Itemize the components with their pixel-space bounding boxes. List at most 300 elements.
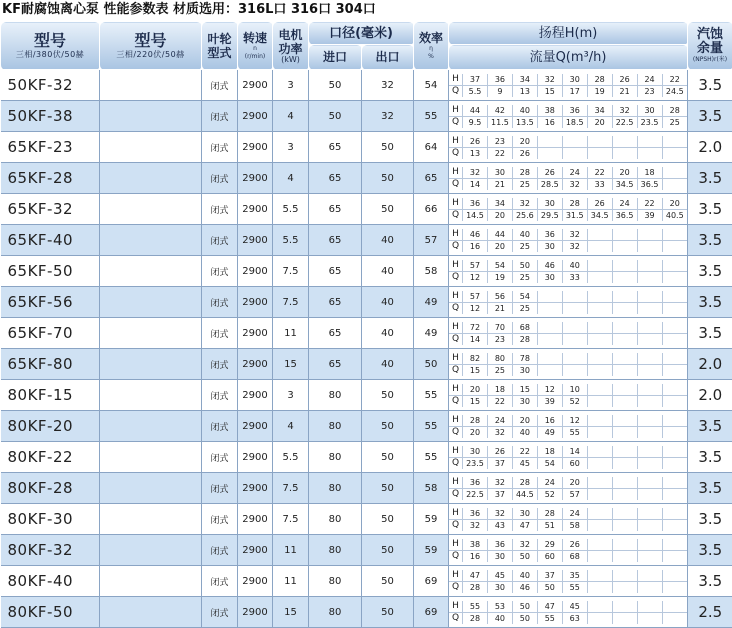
flow-value: 17	[562, 85, 587, 97]
performance-cell	[449, 194, 688, 225]
head-value: 46	[463, 229, 488, 241]
inlet-cell: 80	[309, 380, 362, 411]
flow-value	[662, 147, 687, 159]
head-row-label: H	[449, 229, 463, 241]
outlet-cell: 50	[362, 566, 414, 597]
npsh-cell: 3.5	[688, 70, 732, 101]
flow-value	[637, 488, 662, 500]
flow-row-label: Q	[449, 333, 463, 345]
flow-value: 20	[463, 426, 488, 438]
outlet-cell: 50	[362, 411, 414, 442]
head-value: 40	[512, 229, 537, 241]
speed-cell: 2900	[238, 225, 273, 256]
head-value: 50	[512, 601, 537, 613]
head-value	[587, 260, 612, 272]
flow-value: 32	[487, 426, 512, 438]
flow-value: 25	[512, 178, 537, 190]
outlet-cell: 32	[362, 101, 414, 132]
head-flow-grid	[449, 539, 687, 562]
header-impeller-line2: 型式	[202, 46, 237, 60]
performance-cell	[449, 225, 688, 256]
flow-value: 34.5	[587, 209, 612, 221]
head-flow-grid	[449, 136, 687, 159]
flow-value: 25	[512, 271, 537, 283]
head-row-label: H	[449, 260, 463, 272]
head-value	[637, 136, 662, 148]
head-value	[537, 291, 562, 303]
flow-value	[637, 302, 662, 314]
flow-value: 55	[562, 426, 587, 438]
power-cell: 5.5	[273, 194, 309, 225]
flow-value: 30	[487, 550, 512, 562]
head-row-label: H	[449, 508, 463, 520]
head-flow-grid	[449, 601, 687, 624]
performance-cell	[449, 318, 688, 349]
model-380v-cell: 80KF-28	[1, 473, 100, 504]
impeller-cell: 闭式	[202, 256, 238, 287]
head-value: 20	[512, 415, 537, 427]
outlet-cell: 40	[362, 225, 414, 256]
flow-row	[449, 550, 687, 562]
flow-value	[612, 333, 637, 345]
model-220v-cell	[100, 194, 202, 225]
head-value: 30	[562, 74, 587, 86]
head-value: 36	[463, 508, 488, 520]
flow-value: 50	[537, 581, 562, 593]
flow-row	[449, 612, 687, 624]
table-row	[1, 411, 732, 442]
head-value	[637, 539, 662, 551]
model-220v-cell	[100, 225, 202, 256]
head-value	[662, 167, 687, 179]
flow-value	[662, 178, 687, 190]
head-value	[662, 136, 687, 148]
flow-value: 30	[537, 240, 562, 252]
inlet-cell: 80	[309, 504, 362, 535]
header-power	[273, 22, 309, 70]
header-power-line2: 功率	[273, 42, 308, 56]
page-title: KF耐腐蚀离心泵 性能参数表 材质选用：316L口 316口 304口	[2, 0, 376, 20]
head-value: 36	[463, 198, 488, 210]
efficiency-cell: 54	[414, 70, 449, 101]
flow-value: 45	[512, 457, 537, 469]
flow-value: 23	[487, 333, 512, 345]
head-value: 20	[612, 167, 637, 179]
head-value	[662, 508, 687, 520]
model-380v-cell: 80KF-22	[1, 442, 100, 473]
head-value: 20	[662, 198, 687, 210]
flow-value	[662, 271, 687, 283]
flow-value: 52	[562, 395, 587, 407]
performance-cell	[449, 597, 688, 628]
flow-value: 60	[537, 550, 562, 562]
header-model-220v-label: 型号	[100, 32, 201, 50]
flow-value	[612, 426, 637, 438]
npsh-cell: 2.0	[688, 349, 732, 380]
flow-value	[637, 147, 662, 159]
table-row	[1, 597, 732, 628]
flow-value	[662, 364, 687, 376]
power-cell: 4	[273, 411, 309, 442]
inlet-cell: 50	[309, 70, 362, 101]
head-value: 47	[463, 570, 488, 582]
power-cell: 4	[273, 101, 309, 132]
head-value	[637, 229, 662, 241]
header-speed-symbol: n	[238, 45, 272, 53]
inlet-cell: 65	[309, 318, 362, 349]
model-380v-cell: 80KF-32	[1, 535, 100, 566]
table-row	[1, 318, 732, 349]
efficiency-cell: 55	[414, 411, 449, 442]
table-row	[1, 380, 732, 411]
flow-value: 47	[512, 519, 537, 531]
head-value: 26	[487, 446, 512, 458]
flow-value: 28	[512, 333, 537, 345]
flow-value: 23.5	[637, 116, 662, 128]
flow-value	[637, 240, 662, 252]
efficiency-cell: 49	[414, 287, 449, 318]
head-value	[587, 229, 612, 241]
power-cell: 15	[273, 597, 309, 628]
performance-cell	[449, 566, 688, 597]
flow-row-label: Q	[449, 581, 463, 593]
head-row-label: H	[449, 570, 463, 582]
inlet-cell: 65	[309, 256, 362, 287]
flow-row-label: Q	[449, 271, 463, 283]
model-220v-cell	[100, 256, 202, 287]
performance-cell	[449, 473, 688, 504]
flow-value: 16	[463, 550, 488, 562]
head-value: 38	[537, 105, 562, 117]
flow-value	[612, 364, 637, 376]
flow-value	[662, 302, 687, 314]
head-row-label: H	[449, 477, 463, 489]
flow-value: 16	[463, 240, 488, 252]
flow-value: 55	[537, 612, 562, 624]
head-value	[612, 353, 637, 365]
model-220v-cell	[100, 504, 202, 535]
flow-row-label: Q	[449, 85, 463, 97]
head-value: 23	[487, 136, 512, 148]
head-value	[562, 136, 587, 148]
flow-value	[662, 519, 687, 531]
head-value: 34	[512, 74, 537, 86]
head-value	[662, 446, 687, 458]
table-row	[1, 442, 732, 473]
head-value	[637, 477, 662, 489]
model-380v-cell: 65KF-28	[1, 163, 100, 194]
head-value: 72	[463, 322, 488, 334]
header-impeller	[202, 22, 238, 70]
power-cell: 11	[273, 535, 309, 566]
head-value	[612, 446, 637, 458]
flow-value: 28.5	[537, 178, 562, 190]
header-npsh-unit: (NPSH)r(米)	[688, 56, 732, 64]
performance-table	[0, 21, 732, 628]
flow-row-label: Q	[449, 364, 463, 376]
power-cell: 7.5	[273, 287, 309, 318]
flow-value	[612, 147, 637, 159]
head-value: 24	[562, 167, 587, 179]
head-value: 30	[512, 508, 537, 520]
head-value: 26	[562, 539, 587, 551]
header-speed-label: 转速	[238, 31, 272, 45]
head-value: 32	[537, 74, 562, 86]
performance-cell	[449, 504, 688, 535]
table-row	[1, 194, 732, 225]
outlet-cell: 50	[362, 163, 414, 194]
flow-value: 9.5	[463, 116, 488, 128]
flow-row	[449, 240, 687, 252]
head-value	[637, 446, 662, 458]
head-value: 57	[463, 291, 488, 303]
head-value	[612, 260, 637, 272]
flow-value: 14.5	[463, 209, 488, 221]
flow-value: 39	[537, 395, 562, 407]
head-value: 26	[537, 167, 562, 179]
head-value	[537, 136, 562, 148]
flow-value: 19	[487, 271, 512, 283]
flow-value: 25	[487, 364, 512, 376]
model-220v-cell	[100, 101, 202, 132]
flow-row	[449, 457, 687, 469]
head-value: 12	[537, 384, 562, 396]
flow-value: 20	[487, 240, 512, 252]
head-value: 26	[463, 136, 488, 148]
head-value: 32	[487, 477, 512, 489]
npsh-cell: 2.0	[688, 132, 732, 163]
efficiency-cell: 58	[414, 256, 449, 287]
npsh-cell: 2.0	[688, 380, 732, 411]
head-value: 44	[463, 105, 488, 117]
flow-row	[449, 302, 687, 314]
flow-value: 13	[512, 85, 537, 97]
table-row	[1, 70, 732, 101]
head-value	[662, 601, 687, 613]
head-row	[449, 446, 687, 458]
outlet-cell: 40	[362, 287, 414, 318]
head-value	[587, 136, 612, 148]
flow-row	[449, 178, 687, 190]
flow-row-label: Q	[449, 178, 463, 190]
flow-value: 21	[487, 178, 512, 190]
table-row	[1, 504, 732, 535]
model-220v-cell	[100, 287, 202, 318]
model-380v-cell: 80KF-30	[1, 504, 100, 535]
flow-value	[587, 364, 612, 376]
flow-value: 30	[512, 364, 537, 376]
table-row	[1, 566, 732, 597]
power-cell: 3	[273, 380, 309, 411]
head-value	[637, 508, 662, 520]
flow-value: 30	[487, 581, 512, 593]
npsh-cell: 3.5	[688, 473, 732, 504]
flow-row	[449, 85, 687, 97]
header-model-380v	[1, 22, 100, 70]
model-220v-cell	[100, 597, 202, 628]
flow-value	[612, 240, 637, 252]
head-value: 30	[487, 167, 512, 179]
header-power-line1: 电机	[273, 28, 308, 42]
inlet-cell: 80	[309, 473, 362, 504]
flow-value: 22	[487, 395, 512, 407]
speed-cell: 2900	[238, 442, 273, 473]
flow-value: 15	[463, 364, 488, 376]
flow-value: 37	[487, 457, 512, 469]
flow-row-label: Q	[449, 519, 463, 531]
flow-row-label: Q	[449, 395, 463, 407]
flow-value: 25	[512, 240, 537, 252]
table-row	[1, 287, 732, 318]
flow-value: 5.5	[463, 85, 488, 97]
head-row	[449, 74, 687, 86]
head-value	[612, 601, 637, 613]
npsh-cell: 3.5	[688, 318, 732, 349]
head-row-label: H	[449, 446, 463, 458]
flow-value: 13.5	[512, 116, 537, 128]
head-value	[662, 260, 687, 272]
flow-value: 40	[487, 612, 512, 624]
flow-value: 23.5	[463, 457, 488, 469]
flow-value: 32	[463, 519, 488, 531]
head-value	[612, 291, 637, 303]
head-value: 37	[537, 570, 562, 582]
flow-row	[449, 364, 687, 376]
head-value	[587, 384, 612, 396]
flow-value	[612, 457, 637, 469]
head-value: 70	[487, 322, 512, 334]
impeller-cell: 闭式	[202, 225, 238, 256]
head-value: 36	[487, 74, 512, 86]
flow-value	[612, 519, 637, 531]
speed-cell: 2900	[238, 287, 273, 318]
performance-cell	[449, 442, 688, 473]
flow-row-label: Q	[449, 550, 463, 562]
impeller-cell: 闭式	[202, 318, 238, 349]
flow-value: 20	[487, 209, 512, 221]
flow-value	[612, 395, 637, 407]
flow-value: 14	[463, 333, 488, 345]
flow-value: 28	[463, 581, 488, 593]
flow-value: 23	[637, 85, 662, 97]
flow-value	[612, 488, 637, 500]
head-flow-grid	[449, 229, 687, 252]
speed-cell: 2900	[238, 70, 273, 101]
flow-value: 21	[487, 302, 512, 314]
header-speed	[238, 22, 273, 70]
table-row	[1, 349, 732, 380]
head-value: 36	[487, 539, 512, 551]
flow-value	[612, 612, 637, 624]
model-380v-cell: 65KF-70	[1, 318, 100, 349]
inlet-cell: 50	[309, 101, 362, 132]
head-value: 45	[562, 601, 587, 613]
head-value	[587, 446, 612, 458]
head-value	[662, 415, 687, 427]
head-value: 28	[512, 477, 537, 489]
speed-cell: 2900	[238, 597, 273, 628]
header-outlet: 出口	[362, 45, 414, 70]
speed-cell: 2900	[238, 473, 273, 504]
flow-value	[587, 302, 612, 314]
impeller-cell: 闭式	[202, 566, 238, 597]
head-value: 32	[512, 198, 537, 210]
head-value: 68	[512, 322, 537, 334]
flow-value	[587, 147, 612, 159]
flow-value	[587, 271, 612, 283]
power-cell: 7.5	[273, 504, 309, 535]
model-380v-cell: 65KF-32	[1, 194, 100, 225]
head-value	[612, 477, 637, 489]
power-cell: 5.5	[273, 442, 309, 473]
head-value: 34	[487, 198, 512, 210]
head-value: 44	[487, 229, 512, 241]
head-value: 22	[662, 74, 687, 86]
flow-value	[637, 550, 662, 562]
impeller-cell: 闭式	[202, 535, 238, 566]
head-row	[449, 322, 687, 334]
head-value: 37	[463, 74, 488, 86]
flow-value	[662, 426, 687, 438]
head-value: 12	[562, 415, 587, 427]
head-row	[449, 353, 687, 365]
head-row	[449, 477, 687, 489]
power-cell: 3	[273, 132, 309, 163]
flow-value	[587, 457, 612, 469]
flow-value: 36.5	[612, 209, 637, 221]
flow-value	[662, 395, 687, 407]
speed-cell: 2900	[238, 132, 273, 163]
npsh-cell: 3.5	[688, 535, 732, 566]
outlet-cell: 50	[362, 442, 414, 473]
head-row	[449, 415, 687, 427]
model-220v-cell	[100, 566, 202, 597]
head-flow-grid	[449, 291, 687, 314]
table-body	[1, 70, 732, 628]
flow-value	[637, 457, 662, 469]
impeller-cell: 闭式	[202, 442, 238, 473]
flow-value	[637, 271, 662, 283]
flow-value: 26	[512, 147, 537, 159]
npsh-cell: 3.5	[688, 256, 732, 287]
head-row	[449, 260, 687, 272]
flow-value: 24.5	[662, 85, 687, 97]
flow-value	[537, 364, 562, 376]
flow-value	[637, 333, 662, 345]
inlet-cell: 80	[309, 566, 362, 597]
flow-row	[449, 426, 687, 438]
npsh-cell: 3.5	[688, 225, 732, 256]
head-value: 46	[537, 260, 562, 272]
npsh-cell: 3.5	[688, 442, 732, 473]
head-value	[587, 322, 612, 334]
head-value: 40	[562, 260, 587, 272]
speed-cell: 2900	[238, 101, 273, 132]
outlet-cell: 50	[362, 597, 414, 628]
head-value: 10	[562, 384, 587, 396]
flow-row-label: Q	[449, 209, 463, 221]
flow-value	[637, 364, 662, 376]
head-value: 22	[637, 198, 662, 210]
head-value	[662, 229, 687, 241]
head-value: 22	[512, 446, 537, 458]
head-value: 28	[587, 74, 612, 86]
flow-row-label: Q	[449, 147, 463, 159]
flow-value: 25	[662, 116, 687, 128]
flow-value: 34.5	[612, 178, 637, 190]
head-value	[662, 384, 687, 396]
head-flow-grid	[449, 384, 687, 407]
